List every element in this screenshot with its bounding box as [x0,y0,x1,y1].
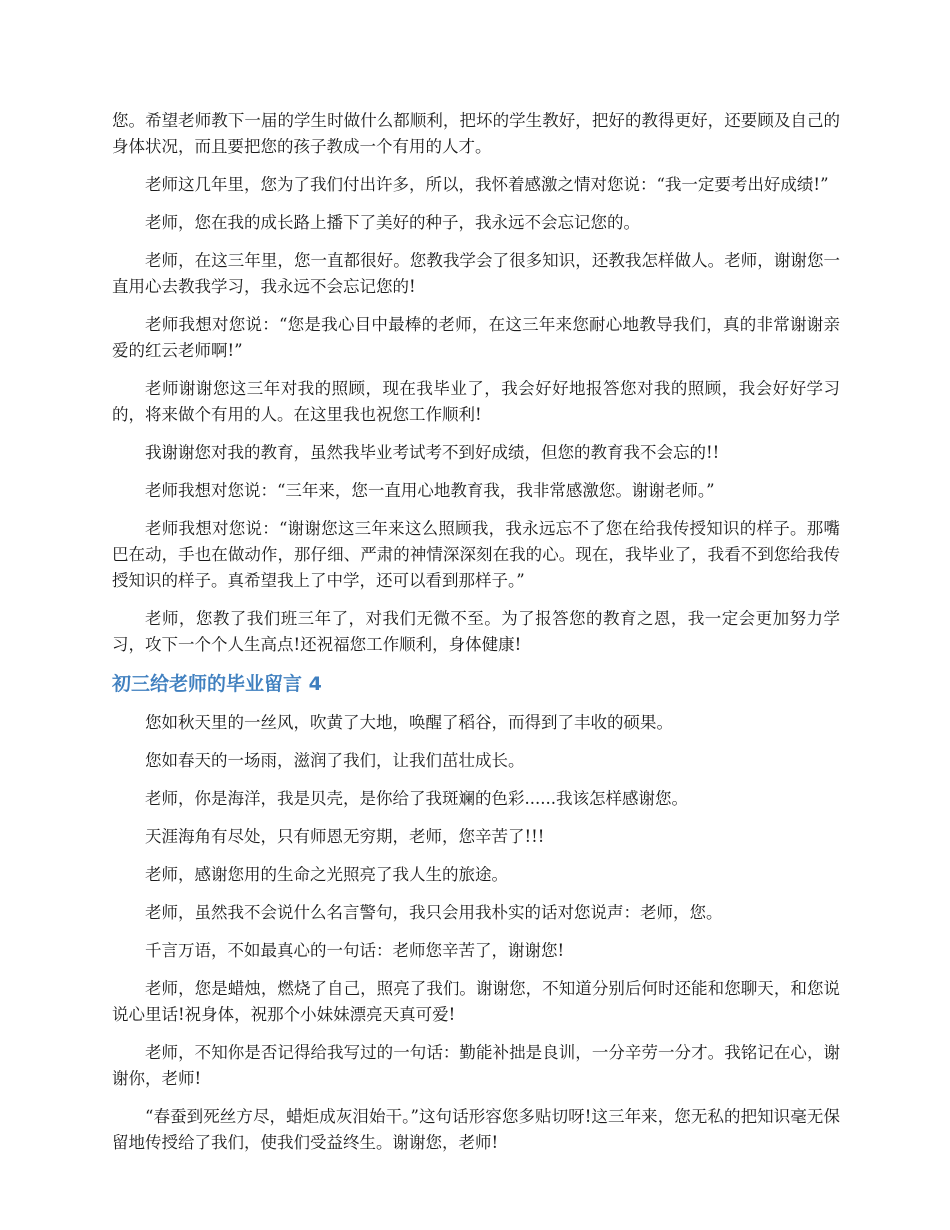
paragraph: 您如春天的一场雨，滋润了我们，让我们茁壮成长。 [145,751,525,770]
paragraph: 老师我想对您说：“谢谢您这三年来这么照顾我，我永远忘不了您在给我传授知识的样子。那嘴巴在动，手也在做动作，那仔细、严肃的神情深深刻在我的心。现在，我毕业了，我看不到您给我传授知识的样子。真希望我上了中学，还可以看到那样子。” [112,519,840,590]
paragraph: 老师，您是蜡烛，燃烧了自己，照亮了我们。谢谢您，不知道分别后何时还能和您聊天，和您说说心里话!祝身体，祝那个小妹妹漂亮天真可爱! [112,979,840,1024]
section-heading: 初三给老师的毕业留言 4 [112,673,322,695]
paragraph: 老师，在这三年里，您一直都很好。您教我学会了很多知识，还教我怎样做人。老师，谢谢您一直用心去教我学习，我永远不会忘记您的! [112,251,840,296]
paragraph: 老师，您教了我们班三年了，对我们无微不至。为了报答您的教育之恩，我一定会更加努力学习，攻下一个个人生高点!还祝福您工作顺利，身体健康! [112,609,840,654]
paragraph: 千言万语，不如最真心的一句话：老师您辛苦了，谢谢您! [145,941,565,960]
paragraph: “春蚕到死丝方尽，蜡炬成灰泪始干。”这句话形容您多贴切呀!这三年来，您无私的把知识毫无保留地传授给了我们，使我们受益终生。谢谢您，老师! [112,1107,840,1152]
paragraph: 老师我想对您说：“三年来，您一直用心地教育我，我非常感激您。谢谢老师。” [145,481,715,500]
paragraph: 您。希望老师教下一届的学生时做什么都顺利，把坏的学生教好，把好的教得更好，还要顾及自己的身体状况，而且要把您的孩子教成一个有用的人才。 [112,111,840,156]
paragraph: 老师这几年里，您为了我们付出许多，所以，我怀着感激之情对您说：“我一定要考出好成绩!” [145,175,829,194]
paragraph: 老师，你是海洋，我是贝壳，是你给了我斑斓的色彩......我该怎样感谢您。 [145,789,688,808]
paragraph: 天涯海角有尽处，只有师恩无穷期，老师，您辛苦了!!! [145,827,545,846]
paragraph: 您如秋天里的一丝风，吹黄了大地，唤醒了稻谷，而得到了丰收的硕果。 [145,713,673,732]
paragraph: 老师，您在我的成长路上播下了美好的种子，我永远不会忘记您的。 [145,213,640,232]
paragraph: 老师，虽然我不会说什么名言警句，我只会用我朴实的话对您说声：老师，您。 [145,903,723,922]
paragraph: 老师，不知你是否记得给我写过的一句话：勤能补拙是良训，一分辛劳一分才。我铭记在心，谢谢你，老师! [112,1043,840,1088]
document-page [112,108,840,1168]
paragraph: 老师我想对您说：“您是我心目中最棒的老师，在这三年来您耐心地教导我们，真的非常谢谢亲爱的红云老师啊!” [112,315,840,360]
paragraph: 老师，感谢您用的生命之光照亮了我人生的旅途。 [145,865,508,884]
paragraph: 我谢谢您对我的教育，虽然我毕业考试考不到好成绩，但您的教育我不会忘的!! [145,443,720,462]
paragraph: 老师谢谢您这三年对我的照顾，现在我毕业了，我会好好地报答您对我的照顾，我会好好学习的，将来做个有用的人。在这里我也祝您工作顺利! [112,379,840,424]
